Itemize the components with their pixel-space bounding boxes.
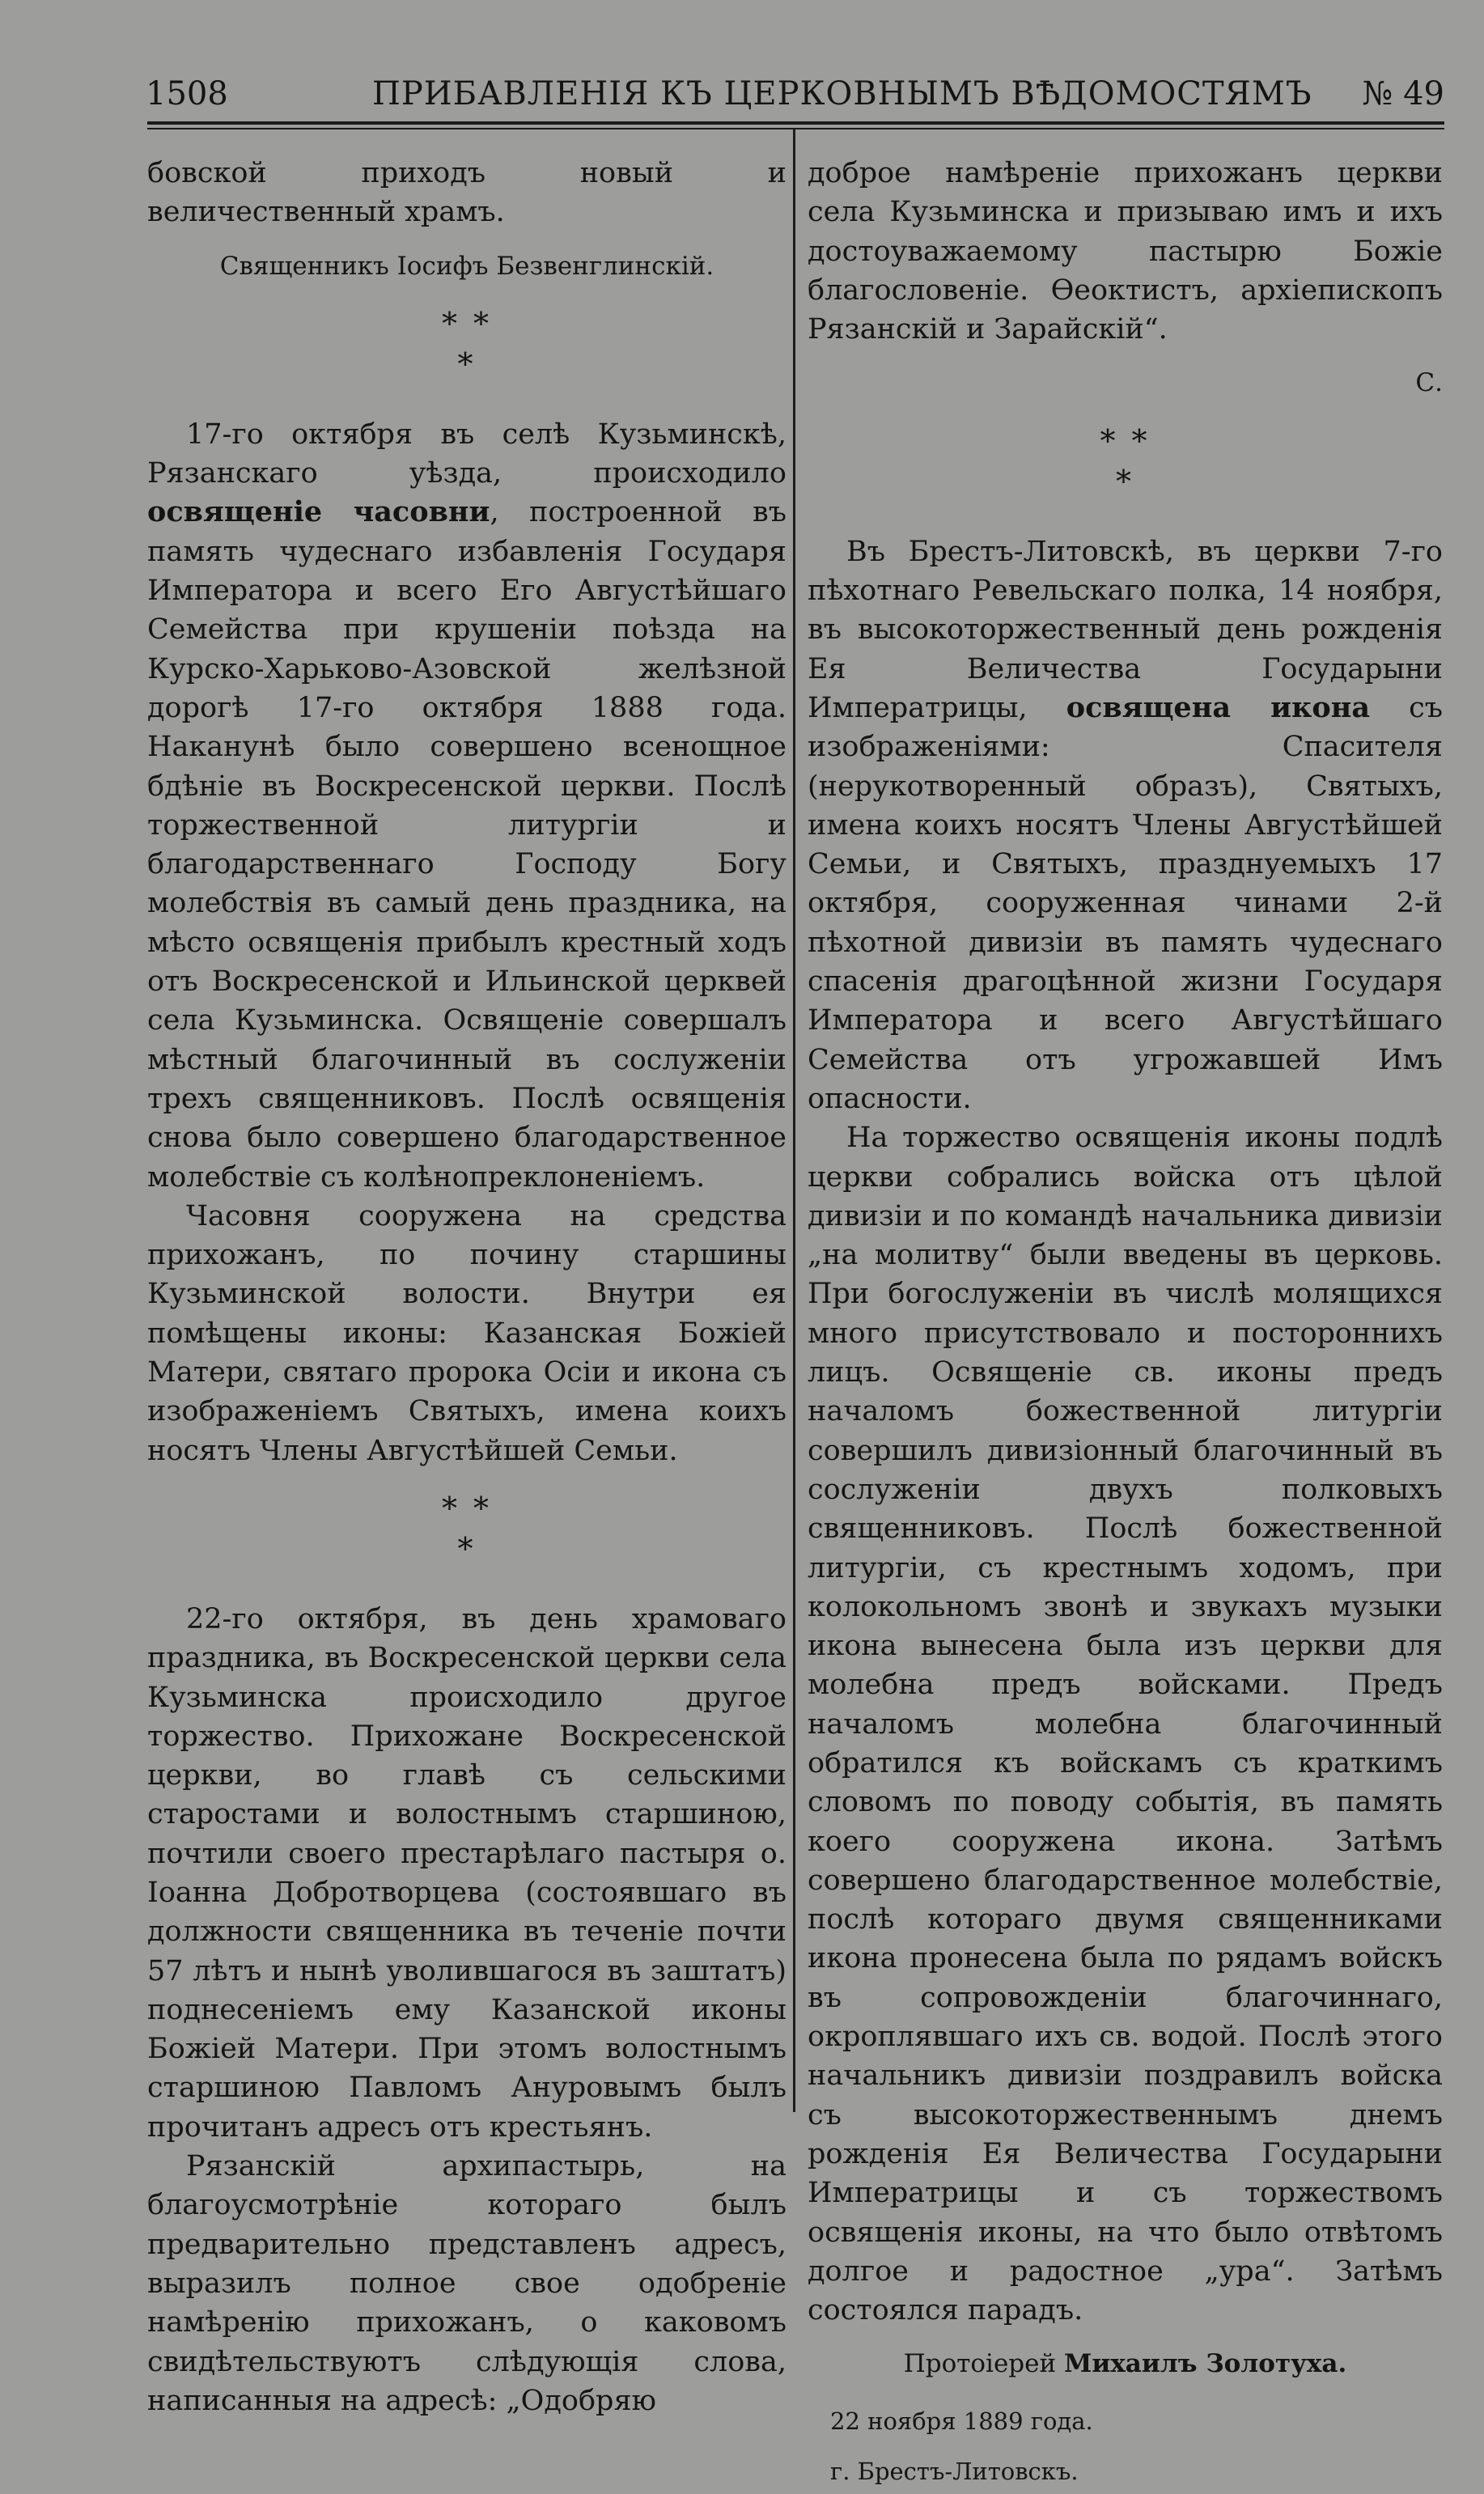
- section-separator: * * *: [1100, 422, 1151, 499]
- section-separator: * * *: [441, 305, 493, 382]
- signature-bezvenglinsky: Священникъ Іосифъ Безвенглинскій.: [219, 251, 714, 281]
- dateline-date: 22 ноября 1889 года.: [830, 2407, 1093, 2435]
- text-run: Въ Брестъ-Литовскѣ, въ церкви 7-го пѣхотнаго Ревельскаго полка, 14 ноября, въ высокоторжественный день рожденія Ея Величества Государыни Императрицы,: [808, 535, 1443, 724]
- signature-name: Михаилъ Золотуха.: [1064, 2349, 1347, 2379]
- right-column: [808, 154, 1443, 2494]
- running-title: ПРИБАВЛЕНІЯ КЪ ЦЕРКОВНЫМЪ ВѢДОМОСТЯМЪ: [372, 75, 1312, 112]
- paragraph-chapel-consecration: [147, 415, 787, 1197]
- text-run: съ изображеніями: Спасителя (нерукотворенный образъ), Святыхъ, имена коихъ носятъ Члены Августѣйшей Семьи, и Святыхъ, празднуемыхъ 17 октября, сооруженная чинами 2-й пѣхотной дивизіи въ память чудеснаго спасенія драгоцѣнной жизни Государя Императора и всего Августѣйшаго Семейства отъ угрожавшей Имъ опасности.: [808, 691, 1443, 1115]
- paragraph-archpastor: Рязанскій архипастырь, на благоусмотрѣніе котораго былъ предварительно представленъ адресъ, выразилъ полное свое одобреніе намѣренію прихожанъ, о каковомъ свидѣтельствуютъ слѣдующія слова, написанныя на адресѣ: „Одобряю: [147, 2150, 787, 2417]
- signature-initial: С.: [1415, 368, 1443, 398]
- text-run: , построенной въ память чудеснаго избавленія Государя Императора и всего Его Августѣйшаго Семейства при крушеніи поѣзда на Курско-Харьково-Азовской желѣзной дорогѣ 17-го октября 1888 года. Наканунѣ было совершено всенощное бдѣніе въ Воскресенской церкви. Послѣ торжественной литургіи и благодарственнаго Господу Богу молебствія въ самый день праздника, на мѣсто освященія прибылъ крестный ходъ отъ Воскресенской и Ильинской церквей села Кузьминска. Освященіе совершалъ мѣстный благочинный въ сослуженіи трехъ священниковъ. Послѣ освященія снова было совершено благодарственное молебствіе съ колѣнопреклоненіемъ.: [147, 496, 787, 1194]
- paragraph-chapel-funding: Часовня сооружена на средства прихожанъ, по почину старшины Кузьминской волости. Внутри ея помѣщены иконы: Казанская Божіей Матери, святаго пророка Осіи и икона съ изображеніемъ Святыхъ, имена коихъ носятъ Члены Августѣйшей Семьи.: [147, 1199, 787, 1467]
- paragraph-continuation: доброе намѣреніе прихожанъ церкви села Кузьминска и призываю имъ и ихъ достоуважаемому пастырю Божіе благословеніе. Ѳеоктистъ, архіепископъ Рязанскій и Зарайскій“.: [808, 157, 1443, 346]
- signature-zolotukha: [808, 2344, 1443, 2383]
- paragraph-continuation: бовской приходъ новый и величественный храмъ.: [147, 157, 787, 229]
- paragraph-feast-day: 22-го октября, въ день храмоваго праздника, въ Воскресенской церкви села Кузьминска происходило другое торжество. Прихожане Воскресенской церкви, во главѣ съ сельскими старостами и волостнымъ старшиною, почтили своего престарѣлаго пастыря о. Іоанна Добротворцева (состоявшаго въ должности священника въ теченіе почти 57 лѣтъ и нынѣ уволившагося въ заштатъ) поднесеніемъ ему Казанской иконы Божіей Матери. При этомъ волостнымъ старшиною Павломъ Ануровымъ былъ прочитанъ адресъ отъ крестьянъ.: [147, 1602, 787, 2144]
- paragraph-ceremony: На торжество освященія иконы подлѣ церкви собрались войска отъ цѣлой дивизіи и по командѣ начальника дивизіи „на молитву“ были введены въ церковь. При богослуженіи въ числѣ молящихся много присутствовало и постороннихъ лицъ. Освященіе св. иконы предъ началомъ божественной литургіи совершилъ дивизіонный благочинный въ сослуженіи двухъ полковыхъ священниковъ. Послѣ божественной литургіи, съ крестнымъ ходомъ, при колокольномъ звонѣ и звукахъ музыки икона вынесена была изъ церкви для молебна предъ войсками. Предъ началомъ молебна благочинный обратился къ войскамъ съ краткимъ словомъ по поводу событія, въ память коего сооружена икона. Затѣмъ совершено благодарственное молебствіе, послѣ котораго двумя священниками икона пронесена была по рядамъ войскъ въ сопровожденіи благочиннаго, окроплявшаго ихъ св. водой. Послѣ этого начальникъ дивизіи поздравилъ войска съ высокоторжественнымъ днемъ рожденія Ея Величества Государыни Императрицы и съ торжествомъ освященія иконы, на что было отвѣтомъ долгое и радостное „ура“. Затѣмъ состоялся парадъ.: [808, 1122, 1443, 2327]
- signature-rank: Протоіерей: [903, 2349, 1065, 2379]
- header-rule-thin: [147, 128, 1444, 129]
- issue-number: № 49: [1362, 75, 1444, 112]
- header-rule-thick: [147, 121, 1444, 125]
- dateline-place: г. Брестъ-Литовскъ.: [830, 2457, 1079, 2485]
- text-run: 17-го октября въ селѣ Кузьминскѣ, Рязанскаго уѣзда, происходило: [147, 418, 787, 490]
- page-header: [146, 70, 1444, 118]
- column-divider: [793, 129, 795, 2112]
- left-column: [147, 154, 787, 2420]
- paragraph-icon-consecration: [808, 532, 1443, 1118]
- page-number: 1508: [146, 75, 228, 112]
- bold-phrase: освященіе часовни: [147, 495, 490, 529]
- section-separator: * * *: [441, 1490, 493, 1567]
- bold-phrase: освящена икона: [1066, 690, 1371, 724]
